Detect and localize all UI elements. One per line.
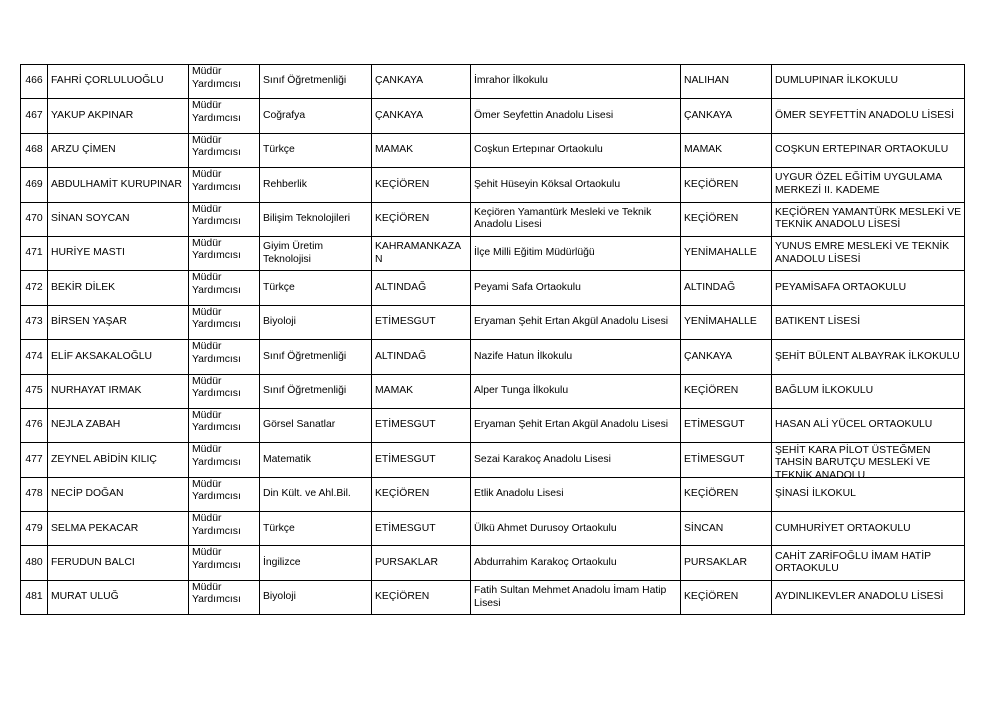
branch: Rehberlik (263, 178, 307, 190)
assigned-district: ÇANKAYA (684, 350, 733, 362)
row-number-cell (21, 546, 48, 580)
assigned-district-cell (681, 408, 772, 442)
branch-cell (260, 271, 372, 305)
branch-cell (260, 305, 372, 339)
position-title-cell (189, 546, 260, 580)
table-row (21, 168, 965, 202)
staff-name: NURHAYAT IRMAK (51, 384, 142, 396)
branch-cell (260, 133, 372, 167)
staff-name: YAKUP AKPINAR (51, 109, 134, 121)
position-title: Müdür Yardımcısı (192, 306, 241, 331)
current-district: MAMAK (375, 144, 414, 156)
table-row (21, 374, 965, 408)
position-title: Müdür Yardımcısı (192, 581, 241, 606)
row-number: 475 (25, 384, 43, 396)
assigned-school-cell (772, 99, 965, 133)
branch: Türkçe (263, 144, 295, 156)
current-district-cell (372, 99, 471, 133)
assigned-school-cell (772, 408, 965, 442)
row-number-cell (21, 443, 48, 477)
current-school-cell (471, 408, 681, 442)
row-number-cell (21, 236, 48, 270)
position-title-cell (189, 202, 260, 236)
branch: Sınıf Öğretmenliği (263, 75, 347, 87)
position-title: Müdür Yardımcısı (192, 169, 241, 193)
assigned-school: ŞEHİT BÜLENT ALBAYRAK İLKOKULU (775, 350, 960, 362)
current-district: ALTINDAĞ (375, 281, 427, 293)
assigned-school: ŞEHİT KARA PİLOT ÜSTEĞMEN TAHSİN BARUTÇU MESLEKİ VE TEKNİK ANADOLU (775, 444, 931, 481)
staff-name: MURAT ULUĞ (51, 591, 119, 603)
assigned-school: ÖMER SEYFETTİN ANADOLU LİSESİ (775, 109, 954, 121)
current-school-cell (471, 65, 681, 99)
current-district-cell (372, 65, 471, 99)
branch-cell (260, 580, 372, 614)
assigned-district: KEÇİÖREN (684, 384, 739, 396)
staff-name-cell (48, 340, 189, 374)
current-school-cell (471, 133, 681, 167)
row-number-cell (21, 477, 48, 511)
position-title: Müdür Yardımcısı (192, 444, 241, 468)
position-title-cell (189, 168, 260, 202)
assigned-district: KEÇİÖREN (684, 213, 739, 224)
branch-cell (260, 374, 372, 408)
current-school: Coşkun Ertepınar Ortaokulu (474, 144, 603, 156)
assigned-school-cell (772, 305, 965, 339)
assigned-district-cell (681, 340, 772, 374)
assigned-district: NALIHAN (684, 75, 730, 87)
current-district-cell (372, 408, 471, 442)
staff-name-cell (48, 202, 189, 236)
position-title: Müdür Yardımcısı (192, 547, 241, 571)
position-title-cell (189, 99, 260, 133)
current-district: MAMAK (375, 384, 414, 396)
current-school: Abdurrahim Karakoç Ortaokulu (474, 556, 617, 568)
assigned-district: PURSAKLAR (684, 556, 747, 568)
assigned-district: MAMAK (684, 144, 723, 156)
assigned-district-cell (681, 374, 772, 408)
staff-name-cell (48, 168, 189, 202)
assigned-school-cell (772, 512, 965, 546)
assigned-school-cell (772, 374, 965, 408)
branch-cell (260, 512, 372, 546)
staff-name-cell (48, 546, 189, 580)
assigned-district: ETİMESGUT (684, 419, 745, 431)
position-title-cell (189, 580, 260, 614)
current-school-cell (471, 477, 681, 511)
assigned-district: ETİMESGUT (684, 453, 745, 465)
assigned-district-cell (681, 305, 772, 339)
current-district-cell (372, 580, 471, 614)
branch-cell (260, 65, 372, 99)
row-number: 468 (25, 144, 43, 156)
staff-name-cell (48, 236, 189, 270)
branch: Giyim Üretim Teknolojisi (263, 241, 324, 265)
assigned-school-cell (772, 340, 965, 374)
assigned-district-cell (681, 133, 772, 167)
row-number: 471 (25, 247, 43, 259)
current-district: ETİMESGUT (375, 522, 436, 534)
table-row (21, 580, 965, 614)
current-school: Fatih Sultan Mehmet Anadolu İmam Hatip Lisesi (474, 585, 667, 609)
assigned-school: CUMHURİYET ORTAOKULU (775, 522, 911, 534)
current-district-cell (372, 477, 471, 511)
staff-name-cell (48, 408, 189, 442)
staff-name: FERUDUN BALCI (51, 556, 135, 568)
staff-name-cell (48, 512, 189, 546)
current-district-cell (372, 271, 471, 305)
assigned-school-cell (772, 133, 965, 167)
staff-name-cell (48, 580, 189, 614)
current-school: Şehit Hüseyin Köksal Ortaokulu (474, 178, 621, 190)
row-number-cell (21, 580, 48, 614)
staff-name: BİRSEN YAŞAR (51, 316, 127, 328)
row-number-cell (21, 271, 48, 305)
table-row (21, 236, 965, 270)
current-school: Eryaman Şehit Ertan Akgül Anadolu Lisesi (474, 316, 669, 328)
table-row (21, 443, 965, 477)
branch-cell (260, 443, 372, 477)
current-school-cell (471, 168, 681, 202)
current-district-cell (372, 305, 471, 339)
current-district: ETİMESGUT (375, 419, 436, 431)
table-row (21, 202, 965, 236)
assigned-school: KEÇİÖREN YAMANTÜRK MESLEKİ VE TEKNİK ANADOLU LİSESİ (775, 206, 962, 231)
current-school: Peyami Safa Ortaokulu (474, 281, 581, 293)
assigned-school: UYGUR ÖZEL EĞİTİM UYGULAMA MERKEZİ II. KADEME (775, 172, 942, 196)
position-title: Müdür Yardımcısı (192, 409, 241, 434)
current-district-cell (372, 340, 471, 374)
staff-name: SİNAN SOYCAN (51, 213, 130, 224)
current-school-cell (471, 202, 681, 236)
branch: Görsel Sanatlar (263, 419, 336, 431)
staff-name: ZEYNEL ABİDİN KILIÇ (51, 453, 157, 465)
position-title-cell (189, 305, 260, 339)
assigned-district-cell (681, 236, 772, 270)
row-number-cell (21, 374, 48, 408)
row-number-cell (21, 340, 48, 374)
assigned-school: HASAN ALİ YÜCEL ORTAOKULU (775, 419, 933, 431)
assigned-district: YENİMAHALLE (684, 316, 757, 328)
table-row (21, 512, 965, 546)
current-district: KEÇİÖREN (375, 213, 430, 224)
assigned-school: ŞİNASİ İLKOKUL (775, 488, 856, 500)
current-district-cell (372, 512, 471, 546)
current-school: İmrahor İlkokulu (474, 75, 548, 87)
current-district-cell (372, 546, 471, 580)
branch: Din Kült. ve Ahl.Bil. (263, 488, 351, 500)
branch-cell (260, 202, 372, 236)
staff-name-cell (48, 271, 189, 305)
position-title: Müdür Yardımcısı (192, 272, 241, 296)
position-title: Müdür Yardımcısı (192, 375, 241, 400)
position-title-cell (189, 133, 260, 167)
branch-cell (260, 99, 372, 133)
assigned-district-cell (681, 168, 772, 202)
branch: Biyoloji (263, 591, 296, 603)
assigned-school: DUMLUPINAR İLKOKULU (775, 75, 898, 87)
current-school-cell (471, 580, 681, 614)
table-row (21, 408, 965, 442)
row-number-cell (21, 305, 48, 339)
row-number: 469 (25, 178, 43, 190)
assigned-school-cell (772, 202, 965, 236)
position-title-cell (189, 374, 260, 408)
staff-name-cell (48, 477, 189, 511)
position-title: Müdür Yardımcısı (192, 100, 241, 124)
assigned-district-cell (681, 477, 772, 511)
staff-name-cell (48, 305, 189, 339)
assigned-school-cell (772, 443, 965, 481)
current-district-cell (372, 168, 471, 202)
row-number-cell (21, 408, 48, 442)
assigned-school: AYDINLIKEVLER ANADOLU LİSESİ (775, 591, 944, 603)
row-number-cell (21, 168, 48, 202)
branch-cell (260, 236, 372, 270)
row-number: 479 (25, 522, 43, 534)
branch: Türkçe (263, 522, 295, 534)
row-number: 477 (25, 453, 43, 465)
staff-name-cell (48, 65, 189, 99)
current-school: Alper Tunga İlkokulu (474, 384, 569, 396)
assigned-school: CAHİT ZARİFOĞLU İMAM HATİP ORTAOKULU (775, 550, 931, 575)
position-title-cell (189, 65, 260, 99)
current-school: İlçe Milli Eğitim Müdürlüğü (474, 247, 595, 259)
assignment-table-body (21, 65, 965, 615)
branch: Biyoloji (263, 316, 296, 328)
table-row (21, 340, 965, 374)
assigned-school-cell (772, 580, 965, 614)
assigned-school: COŞKUN ERTEPINAR ORTAOKULU (775, 144, 949, 156)
row-number: 478 (25, 488, 43, 500)
current-district: ÇANKAYA (375, 109, 424, 121)
assigned-district: ALTINDAĞ (684, 281, 736, 293)
assigned-district: YENİMAHALLE (684, 247, 757, 259)
current-district: ETİMESGUT (375, 453, 436, 465)
assigned-school: PEYAMİSAFA ORTAOKULU (775, 281, 907, 293)
branch: Matematik (263, 453, 311, 465)
current-district-cell (372, 236, 471, 270)
row-number-cell (21, 512, 48, 546)
current-district: KAHRAMANKAZAN (375, 241, 462, 265)
table-row (21, 99, 965, 133)
assigned-district: ÇANKAYA (684, 109, 733, 121)
staff-name: FAHRİ ÇORLULUOĞLU (51, 75, 164, 87)
row-number: 467 (25, 109, 43, 121)
staff-name: ABDULHAMİT KURUPINAR (51, 178, 182, 190)
current-school-cell (471, 374, 681, 408)
position-title-cell (189, 236, 260, 270)
assigned-district: KEÇİÖREN (684, 178, 739, 190)
assignment-table (20, 64, 965, 615)
current-school-cell (471, 546, 681, 580)
assigned-district-cell (681, 271, 772, 305)
table-row (21, 65, 965, 99)
current-school: Nazife Hatun İlkokulu (474, 350, 573, 362)
current-school-cell (471, 340, 681, 374)
current-district: ÇANKAYA (375, 75, 424, 87)
current-district: KEÇİÖREN (375, 591, 430, 603)
current-school: Ömer Seyfettin Anadolu Lisesi (474, 109, 614, 121)
current-school-cell (471, 512, 681, 546)
row-number: 481 (25, 591, 43, 603)
position-title: Müdür Yardımcısı (192, 513, 241, 537)
staff-name-cell (48, 133, 189, 167)
current-district-cell (372, 133, 471, 167)
current-school-cell (471, 236, 681, 270)
current-school: Etlik Anadolu Lisesi (474, 488, 564, 500)
staff-name: SELMA PEKACAR (51, 522, 139, 534)
staff-name: ARZU ÇİMEN (51, 144, 116, 156)
table-row (21, 271, 965, 305)
current-district: KEÇİÖREN (375, 488, 430, 500)
row-number: 480 (25, 556, 43, 568)
row-number-cell (21, 65, 48, 99)
branch: İngilizce (263, 556, 301, 568)
assigned-district-cell (681, 546, 772, 580)
current-district: KEÇİÖREN (375, 178, 430, 190)
staff-name: ELİF AKSAKALOĞLU (51, 350, 153, 362)
branch: Sınıf Öğretmenliği (263, 384, 347, 396)
current-district: ETİMESGUT (375, 316, 436, 328)
current-school: Keçiören Yamantürk Mesleki ve Teknik Anadolu Lisesi (474, 206, 652, 231)
row-number: 473 (25, 316, 43, 328)
current-district: ALTINDAĞ (375, 350, 427, 362)
position-title-cell (189, 408, 260, 442)
row-number-cell (21, 99, 48, 133)
assigned-district-cell (681, 512, 772, 546)
row-number-cell (21, 133, 48, 167)
position-title-cell (189, 340, 260, 374)
branch-cell (260, 477, 372, 511)
table-row (21, 305, 965, 339)
assigned-school-cell (772, 271, 965, 305)
assigned-school-cell (772, 546, 965, 580)
current-district: PURSAKLAR (375, 556, 438, 568)
table-row (21, 546, 965, 580)
current-district-cell (372, 374, 471, 408)
assigned-school-cell (772, 65, 965, 99)
branch: Bilişim Teknolojileri (263, 213, 351, 224)
assigned-school: BATIKENT LİSESİ (775, 316, 861, 328)
assigned-district-cell (681, 99, 772, 133)
branch-cell (260, 408, 372, 442)
branch: Sınıf Öğretmenliği (263, 350, 347, 362)
assigned-district-cell (681, 580, 772, 614)
position-title-cell (189, 512, 260, 546)
staff-name-cell (48, 374, 189, 408)
row-number: 476 (25, 419, 43, 431)
staff-name-cell (48, 443, 189, 477)
assigned-district: KEÇİÖREN (684, 488, 739, 500)
assigned-district: KEÇİÖREN (684, 591, 739, 603)
row-number: 474 (25, 350, 43, 362)
current-school-cell (471, 271, 681, 305)
row-number: 472 (25, 281, 43, 293)
staff-name: NEJLA ZABAH (51, 419, 121, 431)
staff-name: HURİYE MASTI (51, 247, 125, 259)
current-school-cell (471, 305, 681, 339)
position-title: Müdür Yardımcısı (192, 237, 241, 262)
assigned-school: BAĞLUM İLKOKULU (775, 384, 874, 396)
current-school: Ülkü Ahmet Durusoy Ortaokulu (474, 522, 617, 534)
row-number-cell (21, 202, 48, 236)
assigned-school-cell (772, 236, 965, 270)
position-title: Müdür Yardımcısı (192, 341, 241, 365)
position-title: Müdür Yardımcısı (192, 203, 241, 228)
staff-name: BEKİR DİLEK (51, 281, 116, 293)
assigned-district: SİNCAN (684, 522, 724, 534)
current-school-cell (471, 443, 681, 477)
current-school: Eryaman Şehit Ertan Akgül Anadolu Lisesi (474, 419, 669, 431)
position-title: Müdür Yardımcısı (192, 66, 241, 90)
assigned-school: YUNUS EMRE MESLEKİ VE TEKNİK ANADOLU LİSESİ (775, 241, 950, 265)
assigned-school-cell (772, 168, 965, 202)
branch-cell (260, 546, 372, 580)
staff-name: NECİP DOĞAN (51, 488, 124, 500)
position-title-cell (189, 477, 260, 511)
current-school-cell (471, 99, 681, 133)
staff-name-cell (48, 99, 189, 133)
position-title: Müdür Yardımcısı (192, 134, 241, 159)
branch: Türkçe (263, 281, 295, 293)
assigned-district-cell (681, 202, 772, 236)
row-number: 466 (25, 75, 43, 87)
current-district-cell (372, 443, 471, 477)
assigned-district-cell (681, 65, 772, 99)
branch-cell (260, 340, 372, 374)
table-row (21, 133, 965, 167)
row-number: 470 (25, 213, 43, 224)
position-title: Müdür Yardımcısı (192, 478, 241, 503)
branch: Coğrafya (263, 109, 306, 121)
current-district-cell (372, 202, 471, 236)
assigned-district-cell (681, 443, 772, 477)
current-school: Sezai Karakoç Anadolu Lisesi (474, 453, 611, 465)
branch-cell (260, 168, 372, 202)
position-title-cell (189, 443, 260, 477)
position-title-cell (189, 271, 260, 305)
